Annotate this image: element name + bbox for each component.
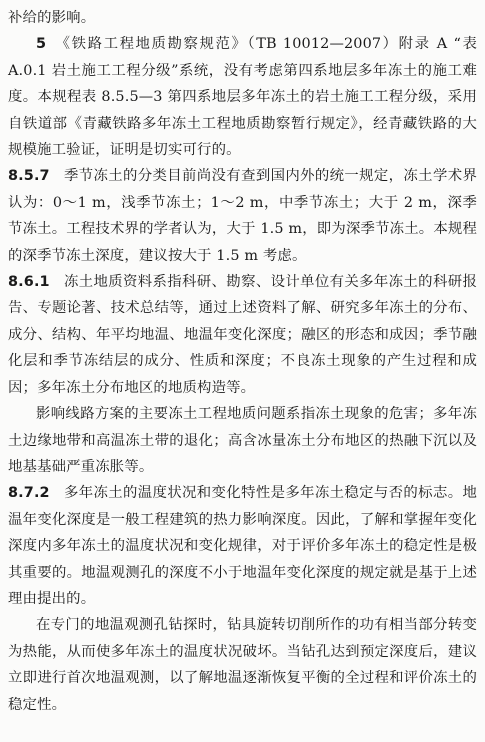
document-body (8, 5, 477, 718)
section-number: 8.7.2 (8, 485, 50, 502)
continuation-paragraph (8, 5, 477, 31)
item-5-paragraph (8, 31, 477, 163)
section-8-7-2-paragraph (8, 480, 477, 612)
item-number: 5 (36, 36, 47, 53)
section-8-7-2-second-paragraph (8, 612, 477, 718)
section-8-7-2-text: 多年冻土的温度状况和变化特性是多年冻土稳定与否的标志。地温年变化深度是一般工程建筑的热力影响深度。因此，了解和掌握年变化深度内多年冻土的温度状况和变化规律，对于评价多年冻土的稳定性是极其重要的。地温观测孔的深度不小于地温年变化深度的规定就是基于上述理由提出的。 (8, 485, 477, 607)
section-number: 8.6.1 (8, 274, 50, 291)
section-8-7-2-second-text: 在专门的地温观测孔钻探时，钻具旋转切削所作的功有相当部分转变为热能，从而使多年冻土的温度状况破坏。当钻孔达到预定深度后，建议立即进行首次地温观测，以了解地温逐渐恢复平衡的全过程和评价冻土的稳定性。 (8, 617, 477, 713)
section-8-6-1-text: 冻土地质资料系指科研、勘察、设计单位有关多年冻土的科研报告、专题论著、技术总结等，通过上述资料了解、研究多年冻土的分布、成分、结构、年平均地温、地温年变化深度；融区的形态和成因；季节融化层和季节冻结层的成分、性质和深度；不良冻土现象的产生过程和成因；多年冻土分布地区的地质构造等。 (8, 274, 477, 396)
section-8-5-7-paragraph (8, 163, 477, 269)
continuation-text: 补给的影响。 (8, 10, 96, 26)
item-5-text: 《铁路工程地质勘察规范》（TB 10012—2007）附录 A “表 A.0.1 岩土施工工程分级”系统，没有考虑第四系地层多年冻土的施工难度。本规程表 8.5.5—3 第四系地层多年冻土的岩土施工工程分级，采用自铁道部《青藏铁路多年冻土工程地质勘察暂行规定》，经青藏铁路的大规模施工验证，证明是切实可行的。 (8, 36, 477, 159)
section-8-5-7-text: 季节冻土的分类目前尚没有查到国内外的统一规定，冻土学术界认为：0～1 m，浅季节冻土；1～2 m，中季节冻土；大于 2 m，深季节冻土。工程技术界的学者认为，大于 1.5 m，即为深季节冻土。本规程的深季节冻土深度，建议按大于 1.5 m 考虑。 (8, 168, 477, 264)
section-8-6-1-second-paragraph (8, 401, 477, 480)
section-number: 8.5.7 (8, 168, 50, 185)
section-8-6-1-paragraph (8, 269, 477, 401)
section-8-6-1-second-text: 影响线路方案的主要冻土工程地质问题系指冻土现象的危害；多年冻土边缘地带和高温冻土带的退化；高含冰量冻土分布地区的热融下沉以及地基基础严重冻胀等。 (8, 406, 477, 475)
